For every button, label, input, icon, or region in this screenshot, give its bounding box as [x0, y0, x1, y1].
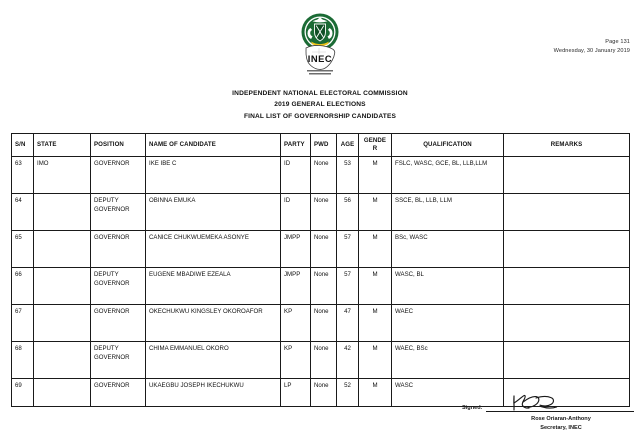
- cell-age: 57: [337, 268, 359, 305]
- cell-position: DEPUTY GOVERNOR: [91, 342, 146, 379]
- cell-name: UKAEGBU JOSEPH IKECHUKWU: [146, 379, 281, 407]
- signature-row: [462, 398, 634, 412]
- cell-name: OBINNA EMUKA: [146, 194, 281, 231]
- cell-party: LP: [281, 379, 311, 407]
- cell-position: GOVERNOR: [91, 157, 146, 194]
- cell-sn: 67: [12, 305, 34, 342]
- cell-party: KP: [281, 342, 311, 379]
- cell-pwd: None: [311, 157, 337, 194]
- cell-age: 52: [337, 379, 359, 407]
- cell-qualification: WAEC, BSc: [392, 342, 504, 379]
- signed-label: Signed:: [462, 405, 483, 411]
- document-subtitle: FINAL LIST OF GOVERNORSHIP CANDIDATES: [243, 112, 397, 120]
- table-row[interactable]: [12, 194, 630, 231]
- table-row[interactable]: [12, 157, 630, 194]
- cell-party: KP: [281, 305, 311, 342]
- column-header-state: STATE: [34, 134, 91, 157]
- column-header-sn: S/N: [12, 134, 34, 157]
- cell-qualification: SSCE, BL, LLB, LLM: [392, 194, 504, 231]
- column-header-remarks: REMARKS: [504, 134, 630, 157]
- candidates-table-body: [12, 157, 630, 407]
- cell-remarks: [504, 305, 630, 342]
- logo-container: [0, 12, 640, 86]
- cell-sn: 66: [12, 268, 34, 305]
- cell-pwd: None: [311, 231, 337, 268]
- table-row[interactable]: [12, 268, 630, 305]
- cell-gender: M: [359, 157, 392, 194]
- cell-pwd: None: [311, 305, 337, 342]
- cell-state: IMO: [34, 157, 91, 194]
- cell-gender: M: [359, 268, 392, 305]
- cell-gender: M: [359, 342, 392, 379]
- cell-sn: 64: [12, 194, 34, 231]
- cell-remarks: [504, 231, 630, 268]
- document-date-label: Wednesday, 30 January 2019: [553, 47, 630, 54]
- column-header-age: AGE: [337, 134, 359, 157]
- cell-position: GOVERNOR: [91, 231, 146, 268]
- signatory-details: [462, 415, 634, 434]
- cell-party: JMPP: [281, 268, 311, 305]
- cell-position: GOVERNOR: [91, 379, 146, 407]
- signature-line: [486, 398, 634, 412]
- column-header-party: PARTY: [281, 134, 311, 157]
- cell-position: GOVERNOR: [91, 305, 146, 342]
- cell-name: EUGENE MBADIWE EZEALA: [146, 268, 281, 305]
- cell-gender: M: [359, 231, 392, 268]
- cell-name: OKECHUKWU KINGSLEY OKOROAFOR: [146, 305, 281, 342]
- inec-coat-of-arms-logo: [292, 12, 348, 86]
- cell-sn: 65: [12, 231, 34, 268]
- cell-age: 42: [337, 342, 359, 379]
- cell-state: [34, 305, 91, 342]
- signature-block: [462, 398, 634, 434]
- organisation-title: INDEPENDENT NATIONAL ELECTORAL COMMISSION: [232, 90, 408, 97]
- table-header-row: [12, 134, 630, 157]
- table-row[interactable]: [12, 342, 630, 379]
- column-header-name: NAME OF CANDIDATE: [146, 134, 281, 157]
- cell-age: 56: [337, 194, 359, 231]
- cell-qualification: FSLC, WASC, GCE, BL, LLB,LLM: [392, 157, 504, 194]
- cell-age: 53: [337, 157, 359, 194]
- cell-age: 57: [337, 231, 359, 268]
- cell-state: [34, 231, 91, 268]
- cell-name: IKE IBE C: [146, 157, 281, 194]
- candidates-table-container: [11, 133, 629, 407]
- cell-state: [34, 194, 91, 231]
- column-header-position: POSITION: [91, 134, 146, 157]
- cell-pwd: None: [311, 194, 337, 231]
- cell-qualification: WASC: [392, 379, 504, 407]
- column-header-gender: GENDER: [359, 134, 392, 157]
- cell-sn: 68: [12, 342, 34, 379]
- cell-remarks: [504, 342, 630, 379]
- document-title-block: [0, 88, 640, 122]
- cell-state: [34, 379, 91, 407]
- cell-position: DEPUTY GOVERNOR: [91, 268, 146, 305]
- cell-position: DEPUTY GOVERNOR: [91, 194, 146, 231]
- cell-remarks: [504, 268, 630, 305]
- cell-qualification: WAEC: [392, 305, 504, 342]
- cell-pwd: None: [311, 379, 337, 407]
- cell-party: JMPP: [281, 231, 311, 268]
- cell-qualification: WASC, BL: [392, 268, 504, 305]
- cell-sn: 63: [12, 157, 34, 194]
- signatory-title: Secretary, INEC: [540, 425, 582, 431]
- table-row[interactable]: [12, 231, 630, 268]
- cell-gender: M: [359, 194, 392, 231]
- cell-name: CHIMA EMMANUEL OKORO: [146, 342, 281, 379]
- cell-gender: M: [359, 379, 392, 407]
- column-header-qualification: QUALIFICATION: [392, 134, 504, 157]
- cell-party: ID: [281, 194, 311, 231]
- candidates-table: [11, 133, 630, 407]
- handwritten-signature-icon: [508, 394, 562, 411]
- column-header-pwd: PWD: [311, 134, 337, 157]
- cell-age: 47: [337, 305, 359, 342]
- page-number-label: Page 131: [605, 39, 630, 45]
- signatory-name: Rose Oriaran-Anthony: [531, 415, 591, 422]
- cell-sn: 69: [12, 379, 34, 407]
- cell-qualification: BSc, WASC: [392, 231, 504, 268]
- cell-remarks: [504, 194, 630, 231]
- cell-gender: M: [359, 305, 392, 342]
- election-title: 2019 GENERAL ELECTIONS: [274, 101, 366, 109]
- cell-pwd: None: [311, 268, 337, 305]
- cell-remarks: [504, 157, 630, 194]
- cell-state: [34, 268, 91, 305]
- cell-state: [34, 342, 91, 379]
- table-row[interactable]: [12, 305, 630, 342]
- svg-text:INEC: INEC: [307, 53, 333, 64]
- cell-name: CANICE CHUKWUEMEKA ASONYE: [146, 231, 281, 268]
- cell-pwd: None: [311, 342, 337, 379]
- cell-party: ID: [281, 157, 311, 194]
